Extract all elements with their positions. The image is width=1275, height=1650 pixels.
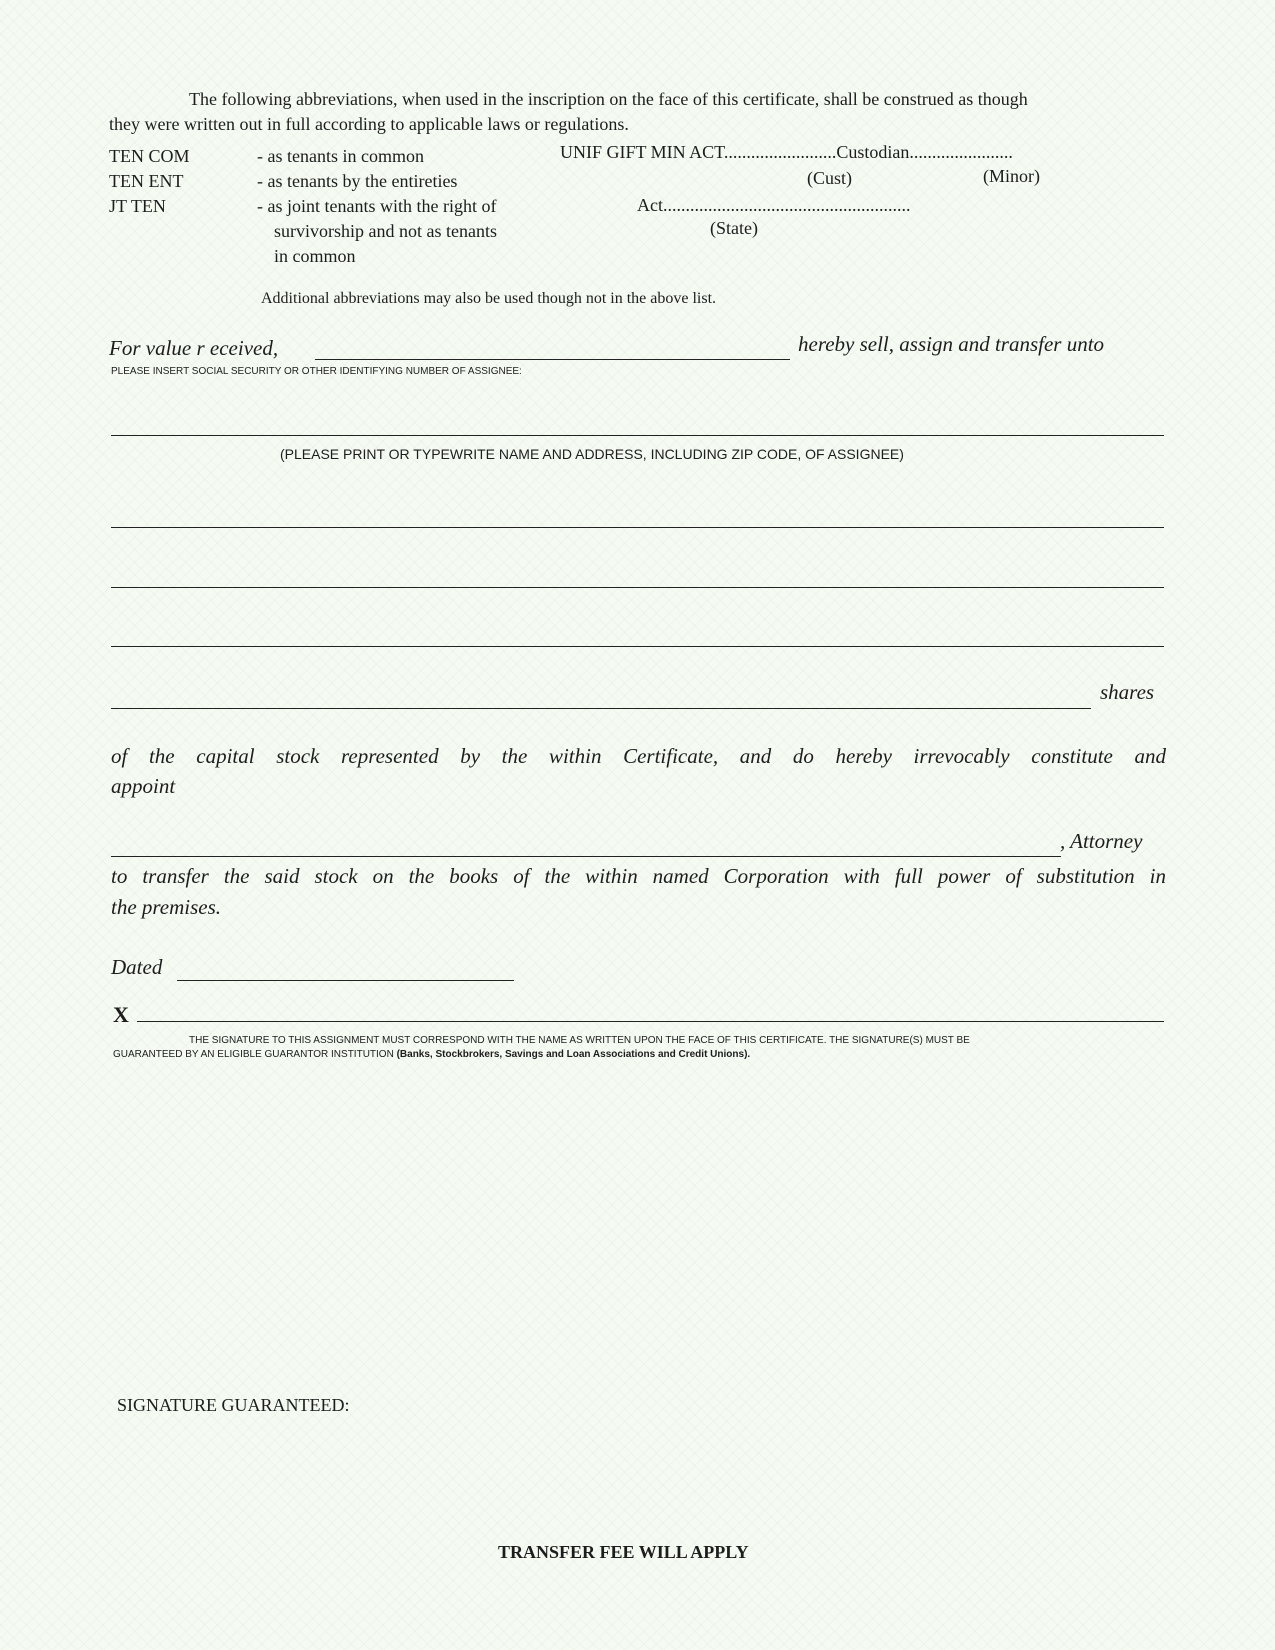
signature-guaranteed-label: SIGNATURE GUARANTEED:	[117, 1395, 350, 1415]
state-label: (State)	[710, 218, 758, 238]
dated-label: Dated	[111, 955, 163, 979]
address-line-2[interactable]	[111, 587, 1164, 588]
attorney-name-line[interactable]	[111, 856, 1061, 857]
cust-label: (Cust)	[807, 168, 852, 188]
additional-abbreviations-note: Additional abbreviations may also be used though not in the above list.	[261, 290, 717, 307]
assignee-ssn-line[interactable]	[315, 359, 790, 360]
intro-line-1: The following abbreviations, when used in the inscription on the face of this certificate, shall be construed as though	[189, 89, 1028, 109]
ssn-instruction: PLEASE INSERT SOCIAL SECURITY OR OTHER IDENTIFYING NUMBER OF ASSIGNEE:	[111, 366, 522, 377]
intro-line-2: they were written out in full according to applicable laws or regulations.	[109, 114, 629, 134]
signature-line[interactable]	[137, 1021, 1164, 1022]
abbr-meaning-jt-ten: - as joint tenants with the right of	[257, 196, 497, 216]
for-value-received: For value r eceived,	[109, 336, 279, 360]
assignee-name-line[interactable]	[111, 435, 1164, 436]
signature-notice-line-1: THE SIGNATURE TO THIS ASSIGNMENT MUST CORRESPOND WITH THE NAME AS WRITTEN UPON THE FACE OF THIS CERTIFICATE. THE SIGNATURE(S) MUST BE	[189, 1035, 970, 1046]
shares-label: shares	[1100, 680, 1155, 704]
abbr-meaning-jt-ten-cont-1: survivorship and not as tenants	[274, 221, 497, 241]
unif-gift-min-act-line: UNIF GIFT MIN ACT.........................Custodian.......................	[560, 142, 1013, 162]
date-line[interactable]	[177, 980, 514, 981]
to-transfer-line-2: the premises.	[111, 895, 222, 919]
shares-count-line[interactable]	[111, 708, 1091, 709]
abbr-meaning-jt-ten-cont-2: in common	[274, 246, 356, 266]
capital-stock-line-2: appoint	[111, 774, 176, 798]
signature-notice-line-2	[113, 1049, 750, 1060]
abbr-meaning-ten-ent: - as tenants by the entireties	[257, 171, 458, 191]
act-line: Act.......................................................	[637, 195, 911, 215]
abbr-code-ten-ent: TEN ENT	[109, 171, 184, 191]
address-line-1[interactable]	[111, 527, 1164, 528]
abbr-code-ten-com: TEN COM	[109, 146, 190, 166]
attorney-label: , Attorney	[1060, 829, 1143, 853]
abbr-meaning-ten-com: - as tenants in common	[257, 146, 424, 166]
capital-stock-line-1: of the capital stock represented by the within Certificate, and do hereby irrevocably constitute and	[111, 744, 1166, 768]
hereby-transfer-text: hereby sell, assign and transfer unto	[798, 332, 1105, 356]
address-line-3[interactable]	[111, 646, 1164, 647]
minor-label: (Minor)	[983, 166, 1040, 186]
signature-notice-prefix: GUARANTEED BY AN ELIGIBLE GUARANTOR INSTITUTION	[113, 1049, 397, 1060]
signature-x-mark: X	[113, 1002, 129, 1027]
transfer-fee-notice: TRANSFER FEE WILL APPLY	[498, 1542, 749, 1562]
abbr-code-jt-ten: JT TEN	[109, 196, 166, 216]
signature-notice-institutions: (Banks, Stockbrokers, Savings and Loan Associations and Credit Unions).	[396, 1049, 751, 1060]
to-transfer-line-1: to transfer the said stock on the books of the within named Corporation with full power of substitution in	[111, 864, 1166, 888]
name-address-instruction: (PLEASE PRINT OR TYPEWRITE NAME AND ADDRESS, INCLUDING ZIP CODE, OF ASSIGNEE)	[280, 446, 904, 462]
